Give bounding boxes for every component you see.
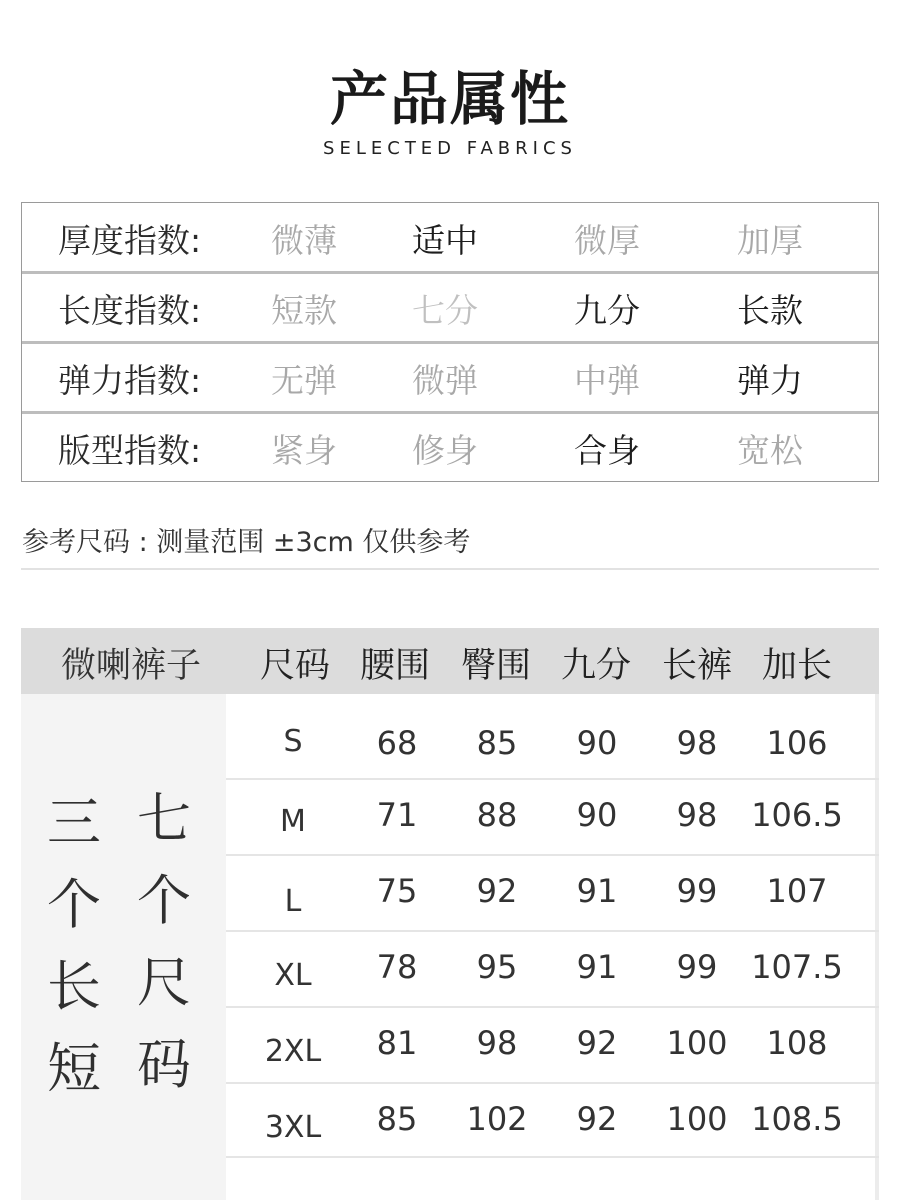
attribute-row-thickness [22, 203, 878, 273]
table-cell: 92 [476, 872, 518, 910]
size-cell: XL [274, 958, 312, 993]
table-cell: 98 [676, 796, 718, 834]
attribute-option-selected: 九分 [574, 290, 640, 330]
attribute-option: 中弹 [574, 360, 640, 400]
attribute-option: 七分 [412, 290, 478, 330]
table-cell: 102 [466, 1100, 528, 1138]
table-cell: 108.5 [751, 1100, 843, 1138]
table-edge [875, 694, 879, 1200]
row-divider [226, 1082, 879, 1084]
size-cell: L [284, 884, 302, 919]
side-char: 三 [47, 791, 101, 854]
attribute-option: 修身 [412, 430, 478, 470]
side-char: 七 [137, 787, 191, 850]
table-cell: 90 [576, 796, 618, 834]
attribute-label: 厚度指数: [58, 220, 202, 260]
table-cell: 100 [666, 1100, 728, 1138]
page-title: 产品属性 [329, 65, 570, 133]
table-cell: 106.5 [751, 796, 843, 834]
table-cell: 91 [576, 948, 618, 986]
attribute-option-selected: 合身 [574, 430, 640, 470]
attribute-label: 弹力指数: [58, 360, 202, 400]
column-header: 加长 [761, 646, 832, 686]
attribute-row-length [22, 273, 878, 343]
attribute-option: 短款 [271, 290, 337, 330]
table-cell: 100 [666, 1024, 728, 1062]
attribute-label: 长度指数: [58, 290, 202, 330]
table-cell: 92 [576, 1100, 618, 1138]
attribute-option-selected: 弹力 [737, 360, 803, 400]
table-cell: 107.5 [751, 948, 843, 986]
size-cell: S [283, 724, 303, 759]
size-cell: 3XL [264, 1110, 322, 1145]
table-cell: 108 [766, 1024, 828, 1062]
table-cell: 71 [376, 796, 418, 834]
attribute-option: 宽松 [737, 430, 803, 470]
side-char: 长 [47, 955, 101, 1018]
table-cell: 81 [376, 1024, 418, 1062]
column-header: 长裤 [661, 646, 732, 686]
table-cell: 68 [376, 724, 418, 762]
column-header: 尺码 [259, 646, 330, 686]
column-header: 腰围 [359, 646, 430, 686]
size-chart [21, 628, 879, 1200]
side-char: 码 [137, 1033, 191, 1096]
size-reference-note: 参考尺码 : 测量范围 ±3cm 仅供参考 [22, 527, 471, 558]
table-cell: 90 [576, 724, 618, 762]
attribute-label: 版型指数: [58, 430, 202, 470]
row-divider [226, 930, 879, 932]
table-cell: 85 [476, 724, 518, 762]
table-cell: 78 [376, 948, 418, 986]
table-cell: 85 [376, 1100, 418, 1138]
table-cell: 91 [576, 872, 618, 910]
table-cell: 99 [676, 948, 718, 986]
row-divider [226, 854, 879, 856]
attribute-row-fit [22, 413, 878, 483]
table-cell: 106 [766, 724, 828, 762]
size-chart-header [21, 628, 879, 694]
table-cell: 98 [476, 1024, 518, 1062]
attribute-option: 微厚 [574, 220, 640, 260]
attribute-table [21, 202, 879, 482]
side-char: 个 [47, 873, 101, 936]
attribute-option: 无弹 [271, 360, 337, 400]
product-name: 微喇裤子 [61, 646, 202, 686]
row-divider [226, 1006, 879, 1008]
row-divider [226, 1156, 879, 1158]
attribute-row-elasticity [22, 343, 878, 413]
table-cell: 107 [766, 872, 828, 910]
side-char: 尺 [137, 951, 191, 1014]
table-cell: 99 [676, 872, 718, 910]
table-cell: 92 [576, 1024, 618, 1062]
divider [21, 568, 879, 570]
table-cell: 88 [476, 796, 518, 834]
side-char: 个 [137, 869, 191, 932]
attribute-option: 微薄 [271, 220, 337, 260]
attribute-option: 加厚 [737, 220, 803, 260]
column-header: 臀围 [460, 646, 531, 686]
side-char: 短 [47, 1037, 101, 1100]
attribute-option: 微弹 [412, 360, 478, 400]
table-cell: 95 [476, 948, 518, 986]
attribute-option-selected: 长款 [737, 290, 803, 330]
size-cell: 2XL [264, 1034, 322, 1069]
table-cell: 98 [676, 724, 718, 762]
attribute-option-selected: 适中 [412, 220, 478, 260]
column-header: 九分 [560, 646, 631, 686]
side-panel [21, 694, 226, 1200]
attribute-option: 紧身 [271, 430, 337, 470]
table-cell: 75 [376, 872, 418, 910]
page-subtitle: SELECTED FABRICS [323, 138, 577, 159]
size-cell: M [280, 804, 306, 839]
row-divider [226, 778, 879, 780]
